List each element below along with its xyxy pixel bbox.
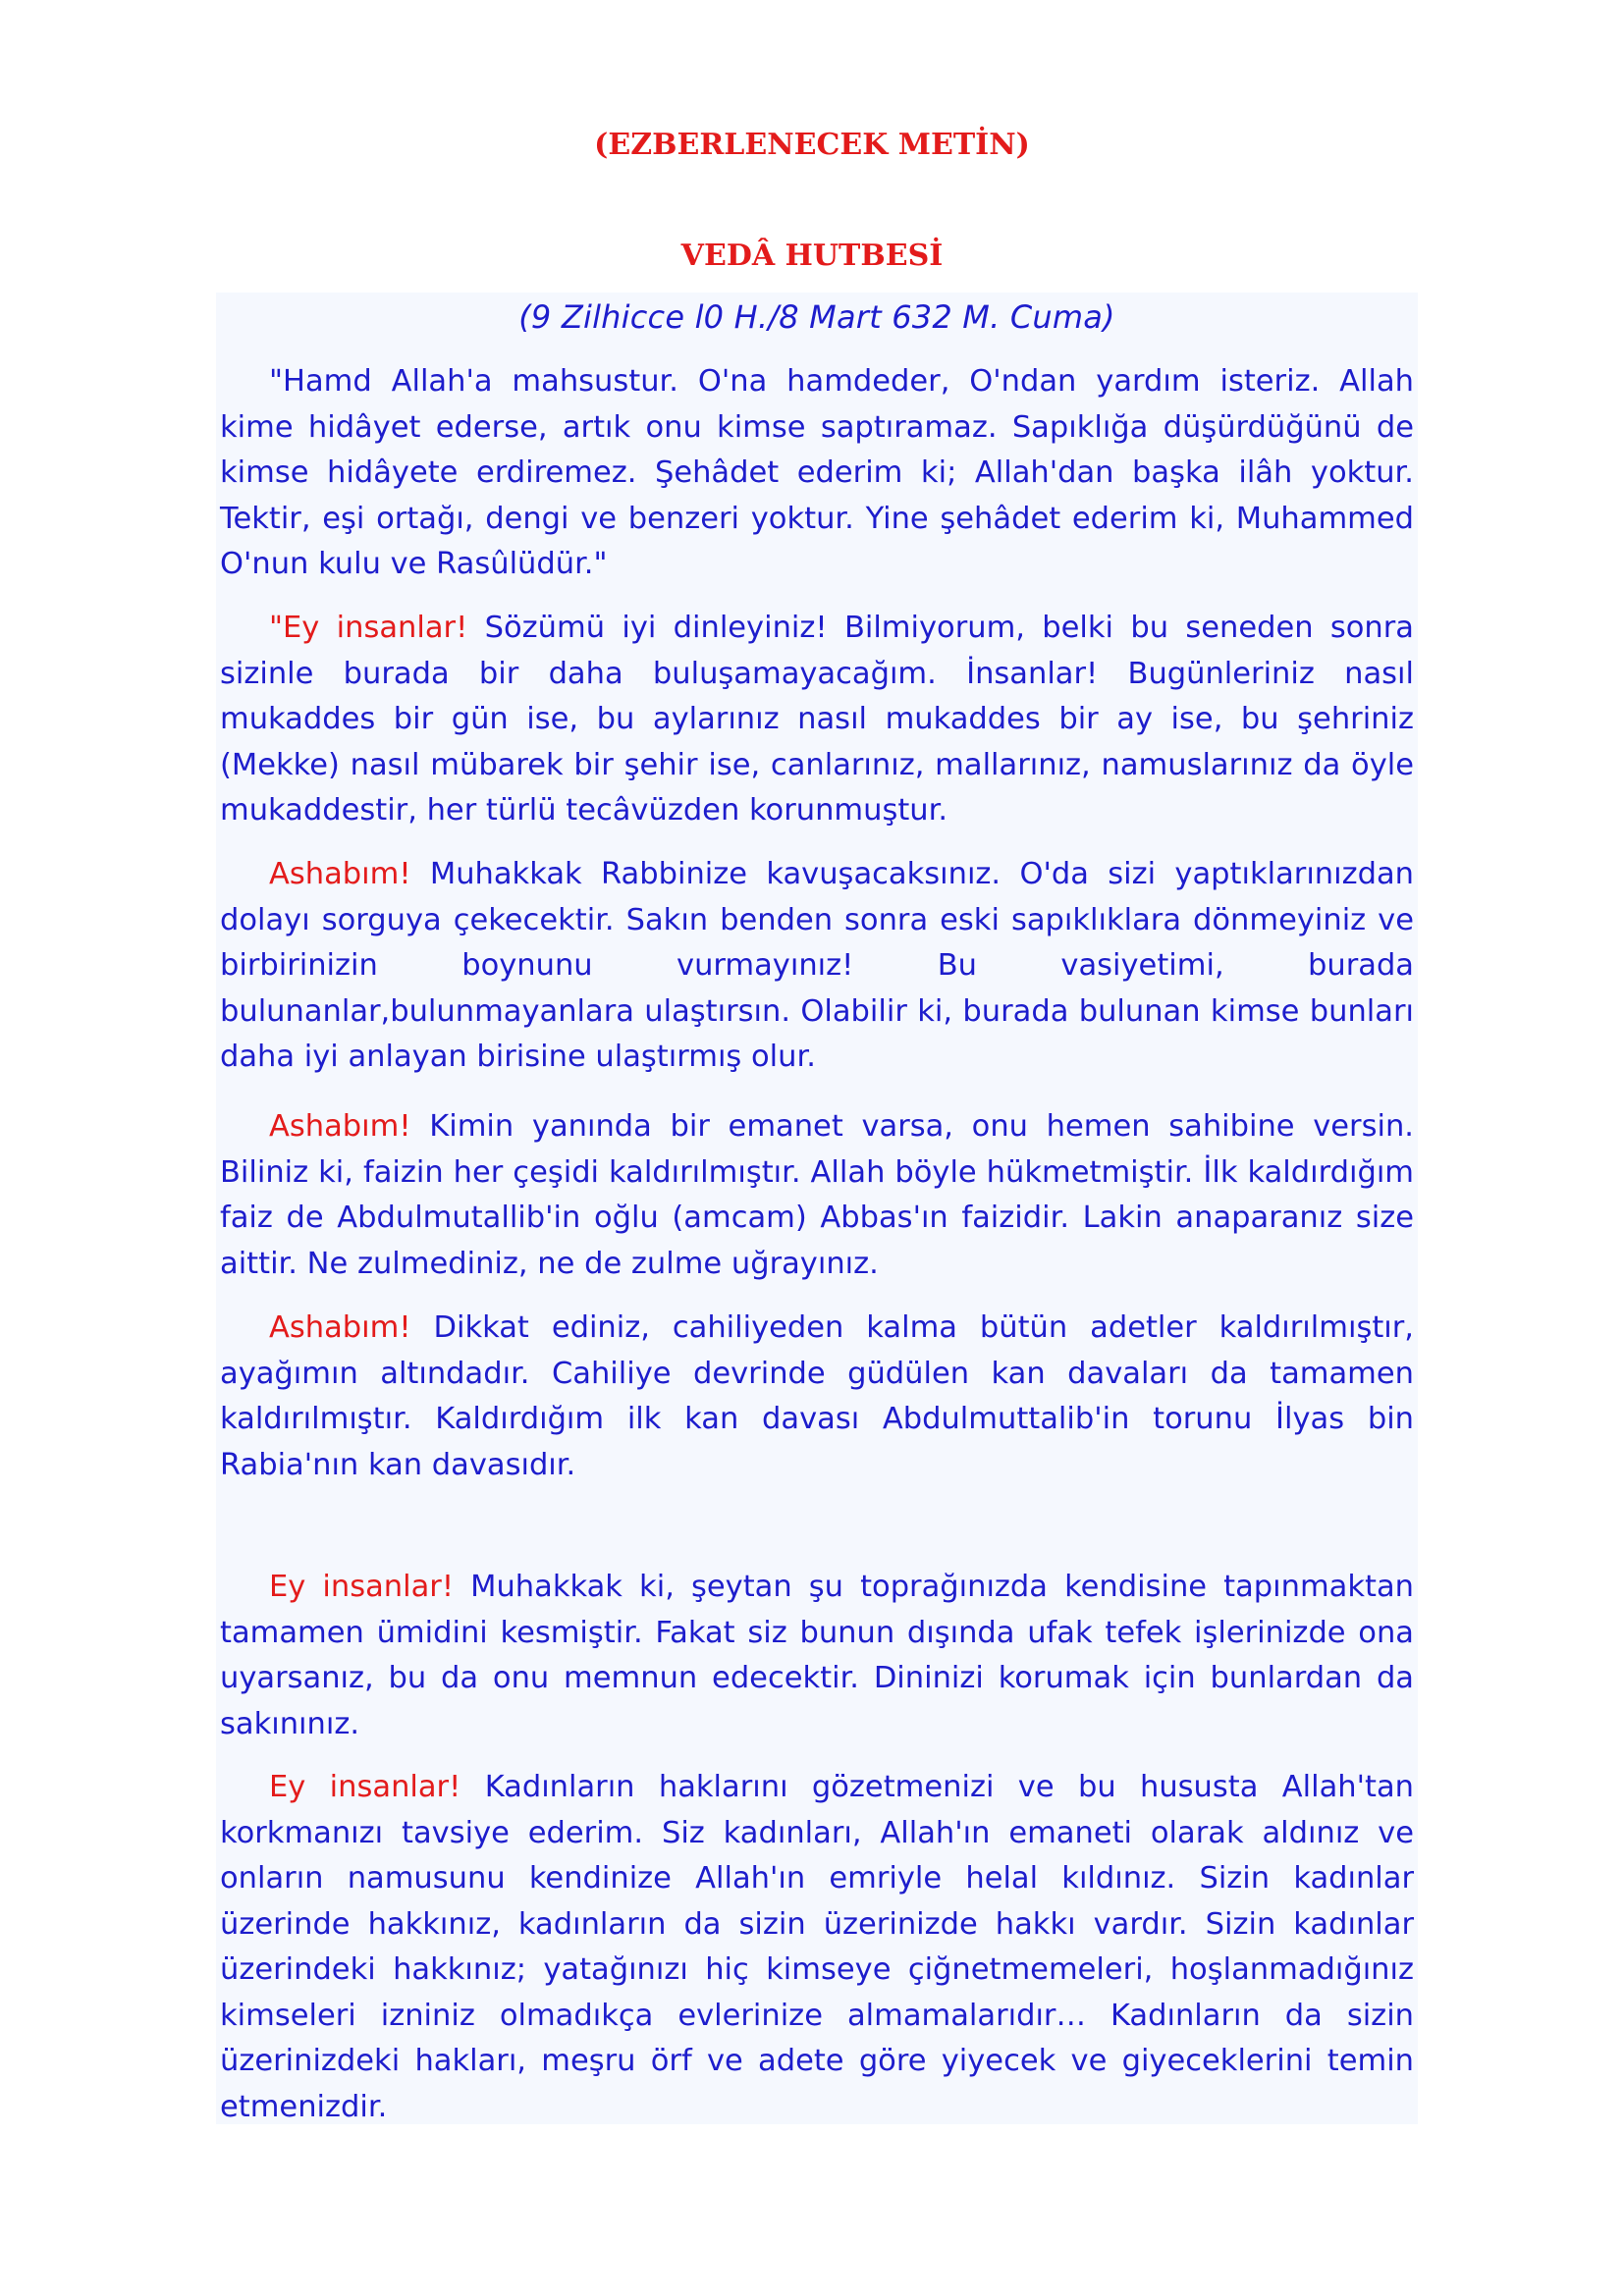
- paragraph-5-lead: Ashabım!: [269, 1310, 411, 1345]
- date-line: (9 Zilhicce l0 H./8 Mart 632 M. Cuma): [518, 298, 1115, 336]
- paragraph-6-text: Muhakkak ki, şeytan şu toprağınızda kendisine tapınmaktan tamamen ümidini kesmiştir. Fakat siz bunun dışında ufak tefek işlerinizde ona uyarsanız, bu da onu memnun edecektir. Dininizi korumak için bunlardan da sakınınız.: [220, 1570, 1414, 1741]
- paragraph-2: [220, 606, 1414, 834]
- paragraph-7: [220, 1765, 1414, 2130]
- paragraph-2-text: Sözümü iyi dinleyiniz! Bilmiyorum, belki bu seneden sonra sizinle burada bir daha buluşamayacağım. İnsanlar! Bugünleriniz nasıl mukaddes bir gün ise, bu aylarınız nasıl mukaddes bir ay ise, bu şehriniz (Mekke) nasıl mübarek bir şehir ise, canlarınız, mallarınız, namuslarınız da öyle mukaddestir, her türlü tecâvüzden korunmuştur.: [220, 611, 1414, 828]
- document-subtitle: VEDÂ HUTBESİ: [680, 239, 944, 273]
- paragraph-7-lead: Ey insanlar!: [269, 1770, 461, 1804]
- paragraph-3: [220, 852, 1414, 1081]
- paragraph-2-lead: "Ey insanlar!: [269, 611, 468, 645]
- paragraph-4-text: Kimin yanında bir emanet varsa, onu hemen sahibine versin. Biliniz ki, faizin her çeşidi kaldırılmıştır. Allah böyle hükmetmiştir. İlk kaldırdığım faiz de Abdulmutallib'in oğlu (amcam) Abbas'ın faizidir. Lakin anaparanız size aittir. Ne zulmediniz, ne de zulme uğrayınız.: [220, 1109, 1414, 1281]
- paragraph-1: [220, 359, 1414, 588]
- paragraph-6-lead: Ey insanlar!: [269, 1570, 455, 1604]
- paragraph-6: [220, 1565, 1414, 1747]
- paragraph-5: [220, 1306, 1414, 1488]
- paragraph-1-text: "Hamd Allah'a mahsustur. O'na hamdeder, O'ndan yardım isteriz. Allah kime hidâyet ederse, artık onu kimse saptıramaz. Sapıklığa düşürdüğünü de kimse hidâyete erdiremez. Şehâdet ederim ki; Allah'dan başka ilâh yoktur. Tektir, eşi ortağı, dengi ve benzeri yoktur. Yine şehâdet ederim ki, Muhammed O'nun kulu ve Rasûlüdür.": [220, 364, 1414, 581]
- paragraph-3-text: Muhakkak Rabbinize kavuşacaksınız. O'da sizi yaptıklarınızdan dolayı sorguya çekecektir. Sakın benden sonra eski sapıklıklara dönmeyiniz ve birbirinizin boynunu vurmayınız! Bu vasiyetimi, burada bulunanlar,bulunmayanlara ulaştırsın. Olabilir ki, burada bulunan kimse bunları daha iyi anlayan birisine ulaştırmış olur.: [220, 857, 1414, 1074]
- document-title: (EZBERLENECEK METİN): [594, 128, 1030, 162]
- paragraph-4-lead: Ashabım!: [269, 1109, 411, 1144]
- paragraph-7-text: Kadınların haklarını gözetmenizi ve bu hususta Allah'tan korkmanızı tavsiye ederim. Siz kadınları, Allah'ın emaneti olarak aldınız ve onların namusunu kendinize Allah'ın emriyle helal kıldınız. Sizin kadınlar üzerinde hakkınız, kadınların da sizin üzerinizde hakkı vardır. Sizin kadınlar üzerindeki hakkınız; yatağınızı hiç kimseye çiğnetmemeleri, hoşlanmadığınız kimseleri izniniz olmadıkça evlerinize almamalarıdır… Kadınların da sizin üzerinizdeki hakları, meşru örf ve adete göre yiyecek ve giyeceklerini temin etmenizdir.: [220, 1770, 1414, 2124]
- paragraph-3-lead: Ashabım!: [269, 857, 411, 891]
- paragraph-4: [220, 1104, 1414, 1287]
- paragraph-5-text: Dikkat ediniz, cahiliyeden kalma bütün adetler kaldırılmıştır, ayağımın altındadır. Cahiliye devrinde güdülen kan davaları da tamamen kaldırılmıştır. Kaldırdığım ilk kan davası Abdulmuttalib'in torunu İlyas bin Rabia'nın kan davasıdır.: [220, 1310, 1414, 1482]
